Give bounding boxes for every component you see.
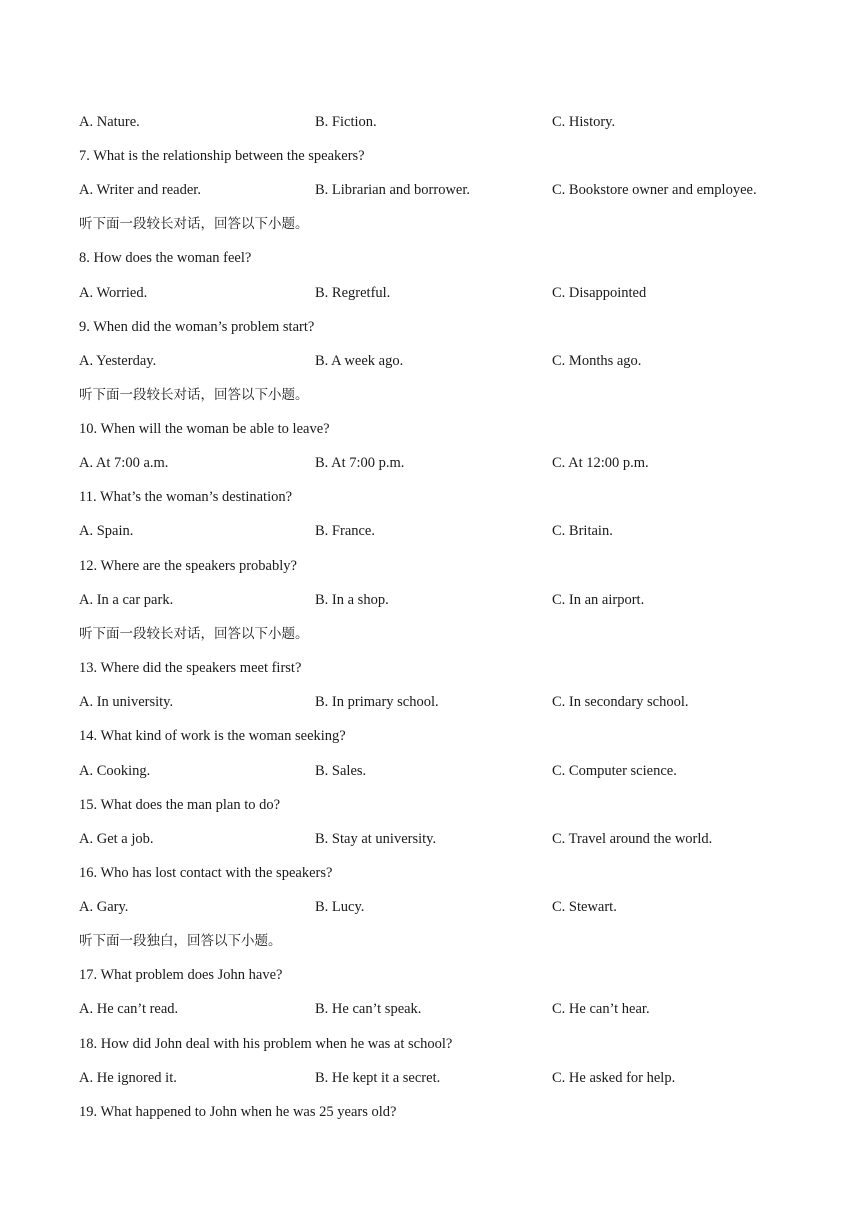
option-a: A. He ignored it. bbox=[79, 1070, 177, 1086]
option-c: C. He asked for help. bbox=[552, 1070, 676, 1086]
options-row-q18 bbox=[0, 1069, 867, 1087]
question-8: 8. How does the woman feel? bbox=[79, 250, 252, 266]
option-b: B. At 7:00 p.m. bbox=[315, 455, 405, 471]
question-7: 7. What is the relationship between the speakers? bbox=[79, 148, 365, 164]
option-c: C. At 12:00 p.m. bbox=[552, 455, 649, 471]
option-a: A. Worried. bbox=[79, 285, 148, 301]
section-instruction: 听下面一段较长对话，回答以下小题。 bbox=[79, 216, 309, 232]
option-a: A. At 7:00 a.m. bbox=[79, 455, 169, 471]
option-a: A. Cooking. bbox=[79, 763, 151, 779]
options-row-q13 bbox=[0, 693, 867, 711]
question-19: 19. What happened to John when he was 25 years old? bbox=[79, 1104, 397, 1120]
option-c: C. Bookstore owner and employee. bbox=[552, 182, 757, 198]
options-row-q10 bbox=[0, 454, 867, 472]
option-b: B. He kept it a secret. bbox=[315, 1070, 441, 1086]
option-c: C. In an airport. bbox=[552, 592, 645, 608]
option-c: C. Computer science. bbox=[552, 763, 677, 779]
option-a: A. Gary. bbox=[79, 899, 129, 915]
question-16: 16. Who has lost contact with the speakers? bbox=[79, 865, 333, 881]
option-b: B. He can’t speak. bbox=[315, 1001, 422, 1017]
option-c: C. History. bbox=[552, 114, 616, 130]
option-a: A. Nature. bbox=[79, 114, 140, 130]
options-row-q8 bbox=[0, 284, 867, 302]
section-instruction: 听下面一段较长对话，回答以下小题。 bbox=[79, 387, 309, 403]
section-instruction: 听下面一段独白，回答以下小题。 bbox=[79, 933, 282, 949]
options-row-q14 bbox=[0, 762, 867, 780]
options-row-q7 bbox=[0, 181, 867, 199]
option-c: C. Months ago. bbox=[552, 353, 642, 369]
question-14: 14. What kind of work is the woman seeking? bbox=[79, 728, 346, 744]
options-row-q11 bbox=[0, 522, 867, 540]
option-b: B. Fiction. bbox=[315, 114, 377, 130]
section-instruction: 听下面一段较长对话，回答以下小题。 bbox=[79, 626, 309, 642]
options-row-q17 bbox=[0, 1000, 867, 1018]
option-c: C. Stewart. bbox=[552, 899, 617, 915]
question-11: 11. What’s the woman’s destination? bbox=[79, 489, 293, 505]
option-c: C. Disappointed bbox=[552, 285, 647, 301]
option-a: A. In a car park. bbox=[79, 592, 174, 608]
option-b: B. Stay at university. bbox=[315, 831, 437, 847]
option-a: A. In university. bbox=[79, 694, 174, 710]
option-b: B. Regretful. bbox=[315, 285, 391, 301]
question-13: 13. Where did the speakers meet first? bbox=[79, 660, 302, 676]
option-b: B. In a shop. bbox=[315, 592, 389, 608]
option-c: C. He can’t hear. bbox=[552, 1001, 650, 1017]
option-c: C. Travel around the world. bbox=[552, 831, 713, 847]
options-row-q16 bbox=[0, 898, 867, 916]
option-c: C. In secondary school. bbox=[552, 694, 689, 710]
question-12: 12. Where are the speakers probably? bbox=[79, 558, 297, 574]
options-row-q12 bbox=[0, 591, 867, 609]
option-b: B. Librarian and borrower. bbox=[315, 182, 471, 198]
option-b: B. A week ago. bbox=[315, 353, 404, 369]
option-a: A. Writer and reader. bbox=[79, 182, 201, 198]
option-b: B. Sales. bbox=[315, 763, 367, 779]
option-b: B. France. bbox=[315, 523, 375, 539]
options-row-q15 bbox=[0, 830, 867, 848]
option-b: B. In primary school. bbox=[315, 694, 439, 710]
question-18: 18. How did John deal with his problem when he was at school? bbox=[79, 1036, 453, 1052]
option-a: A. Yesterday. bbox=[79, 353, 157, 369]
option-a: A. Get a job. bbox=[79, 831, 154, 847]
options-row-q9 bbox=[0, 352, 867, 370]
option-c: C. Britain. bbox=[552, 523, 613, 539]
option-a: A. Spain. bbox=[79, 523, 134, 539]
options-row-q6 bbox=[0, 113, 867, 131]
question-9: 9. When did the woman’s problem start? bbox=[79, 319, 315, 335]
question-10: 10. When will the woman be able to leave? bbox=[79, 421, 330, 437]
option-b: B. Lucy. bbox=[315, 899, 365, 915]
question-17: 17. What problem does John have? bbox=[79, 967, 283, 983]
question-15: 15. What does the man plan to do? bbox=[79, 797, 281, 813]
option-a: A. He can’t read. bbox=[79, 1001, 179, 1017]
